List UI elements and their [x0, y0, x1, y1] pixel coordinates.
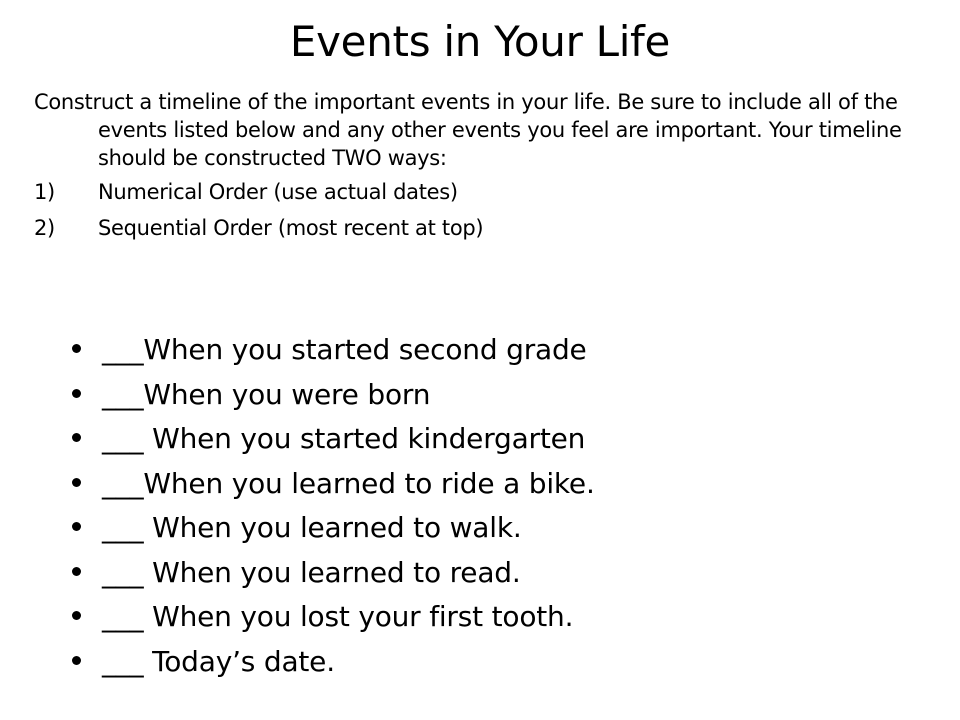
numbered-list: [34, 178, 914, 250]
event-text: ___ When you lost your first tooth.: [102, 600, 574, 633]
bullet-icon: [72, 656, 81, 665]
event-item: [72, 464, 932, 509]
event-item: [72, 597, 932, 642]
instructions: [34, 88, 914, 250]
event-text: ___ When you learned to read.: [102, 555, 521, 589]
bullet-icon: [72, 611, 81, 620]
bullet-icon: [72, 389, 81, 398]
bullet-icon: [72, 522, 81, 531]
numbered-item: [34, 178, 914, 214]
event-text: ___ When you learned to walk.: [102, 511, 522, 544]
numbered-marker: 1): [34, 180, 55, 204]
event-text: ___When you were born: [102, 377, 431, 411]
bullet-icon: [72, 567, 81, 576]
event-item: [72, 642, 932, 687]
event-text: ___When you started second grade: [102, 333, 587, 366]
bullet-icon: [72, 478, 81, 487]
event-item: [72, 508, 932, 553]
numbered-marker: 2): [34, 216, 55, 240]
event-item: [72, 419, 932, 464]
numbered-item: [34, 214, 914, 250]
event-text: ___ Today’s date.: [102, 644, 335, 678]
event-item: [72, 375, 932, 420]
numbered-text: Numerical Order (use actual dates): [98, 180, 458, 204]
event-text: ___ When you started kindergarten: [102, 422, 586, 455]
bullet-icon: [72, 433, 81, 442]
event-item: [72, 553, 932, 598]
slide-title: Events in Your Life: [289, 17, 671, 66]
event-list: [72, 330, 932, 686]
event-item: [72, 330, 932, 375]
instructions-paragraph: Construct a timeline of the important events in your life. Be sure to include all of the events listed below and any other events you feel are important. Your timeline should be constructed TWO ways:: [34, 90, 902, 170]
numbered-text: Sequential Order (most recent at top): [98, 216, 484, 240]
bullet-icon: [72, 344, 81, 353]
event-text: ___When you learned to ride a bike.: [102, 466, 595, 500]
